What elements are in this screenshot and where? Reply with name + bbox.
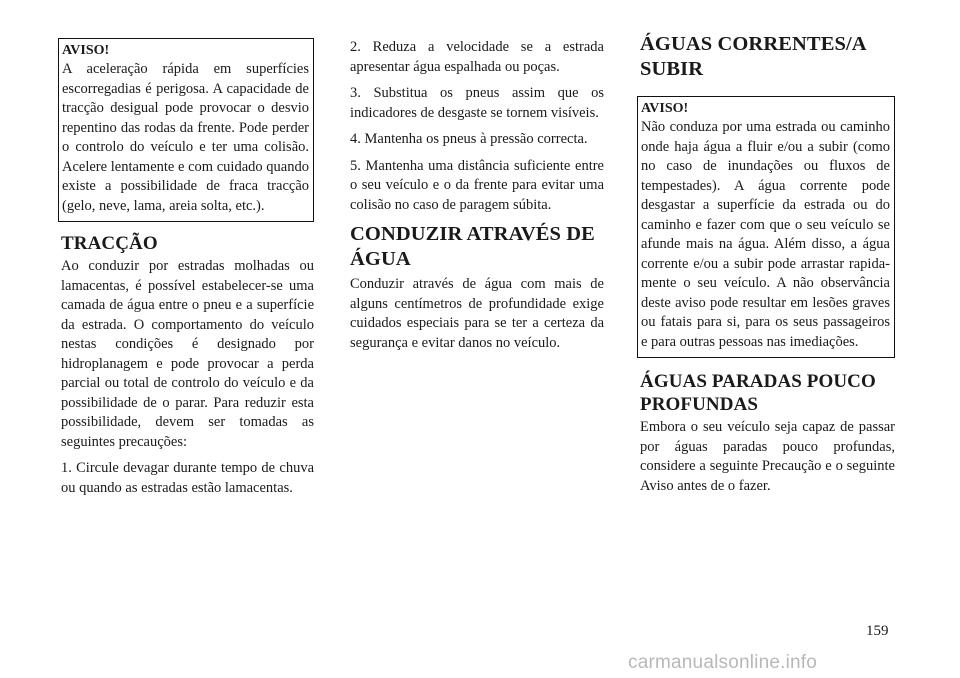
section-heading-driving-through-water: CONDUZIR ATRAVÉS DE ÁGUA <box>350 223 595 270</box>
warning-text: A aceleração rápida em superfícies escorregadias é perigosa. A capacidade de tracção desigual pode provocar o desvio repentino das rodas da frente. Pode perder o controlo do veículo e ter uma colisão. Acelere lentamente e com cuidado quando existe a possibilidade de fraca tracção (gelo, neve, lama, areia solta, etc.). <box>62 61 309 214</box>
precaution-item-4: 4. Mantenha os pneus à pressão correcta. <box>350 131 588 147</box>
warning-box-acceleration <box>58 38 314 222</box>
warning-title: AVISO! <box>641 101 689 116</box>
warning-box-flowing-water <box>637 96 895 358</box>
column-middle <box>350 38 604 360</box>
precaution-item-2: 2. Reduza a velocidade se a estrada apresentar água espalhada ou poças. <box>350 39 604 75</box>
shallow-water-paragraph: Embora o seu veículo seja capaz de passar por águas paradas pouco profundas, considere a seguinte Precaução e o seguinte Aviso antes de o fazer. <box>640 419 895 494</box>
section-heading-shallow-standing-water: ÁGUAS PARADAS POUCO PROFUNDAS <box>640 371 876 415</box>
warning-title: AVISO! <box>62 43 110 58</box>
column-right <box>640 33 895 503</box>
section-heading-traction: TRACÇÃO <box>61 233 158 254</box>
precaution-item-3: 3. Substitua os pneus assim que os indicadores de desgaste se tornem visíveis. <box>350 85 604 121</box>
precaution-item-5: 5. Mantenha uma distância suficiente entre o seu veículo e o da frente para evitar uma colisão no caso de paragem súbita. <box>350 157 604 213</box>
section-heading-flowing-water: ÁGUAS CORRENTES/A SUBIR <box>640 33 866 80</box>
precaution-item-1: 1. Circule devagar durante tempo de chuva ou quando as estradas estão lamacentas. <box>61 460 314 496</box>
water-driving-paragraph: Conduzir através de água com mais de alguns centímetros de profundidade exige cuidados especiais para se ter a certeza da segurança e evitar danos no veículo. <box>350 276 604 351</box>
column-left <box>61 38 314 505</box>
warning-text: Não conduza por uma estrada ou caminho onde haja água a fluir e/ou a subir (como no caso de inundações ou fluxos de tempestades). A água corrente pode desgastar a superfície da estrada ou do caminho e fazer com que o seu veículo se afunde mais na água. Além disso, a água corrente e/ou a subir pode arrastar rapidamente o seu veículo. A não observância deste aviso pode resultar em lesões graves ou fatais para si, para os seus passageiros e para outras pessoas nas imediações. <box>641 119 890 350</box>
page-number: 159 <box>866 623 889 639</box>
traction-paragraph: Ao conduzir por estradas molhadas ou lamacentas, é possível estabelecer-se uma camada de água entre o pneu e a superfície da estrada. O comportamento do veículo nestas condições é designado por hidroplanagem e pode provocar a perda parcial ou total de controlo do veículo e da possibilidade de o parar. Para reduzir esta possibilidade, devem ser tomadas as seguintes precauções: <box>61 258 314 450</box>
watermark: carmanualsonline.info <box>628 652 818 673</box>
